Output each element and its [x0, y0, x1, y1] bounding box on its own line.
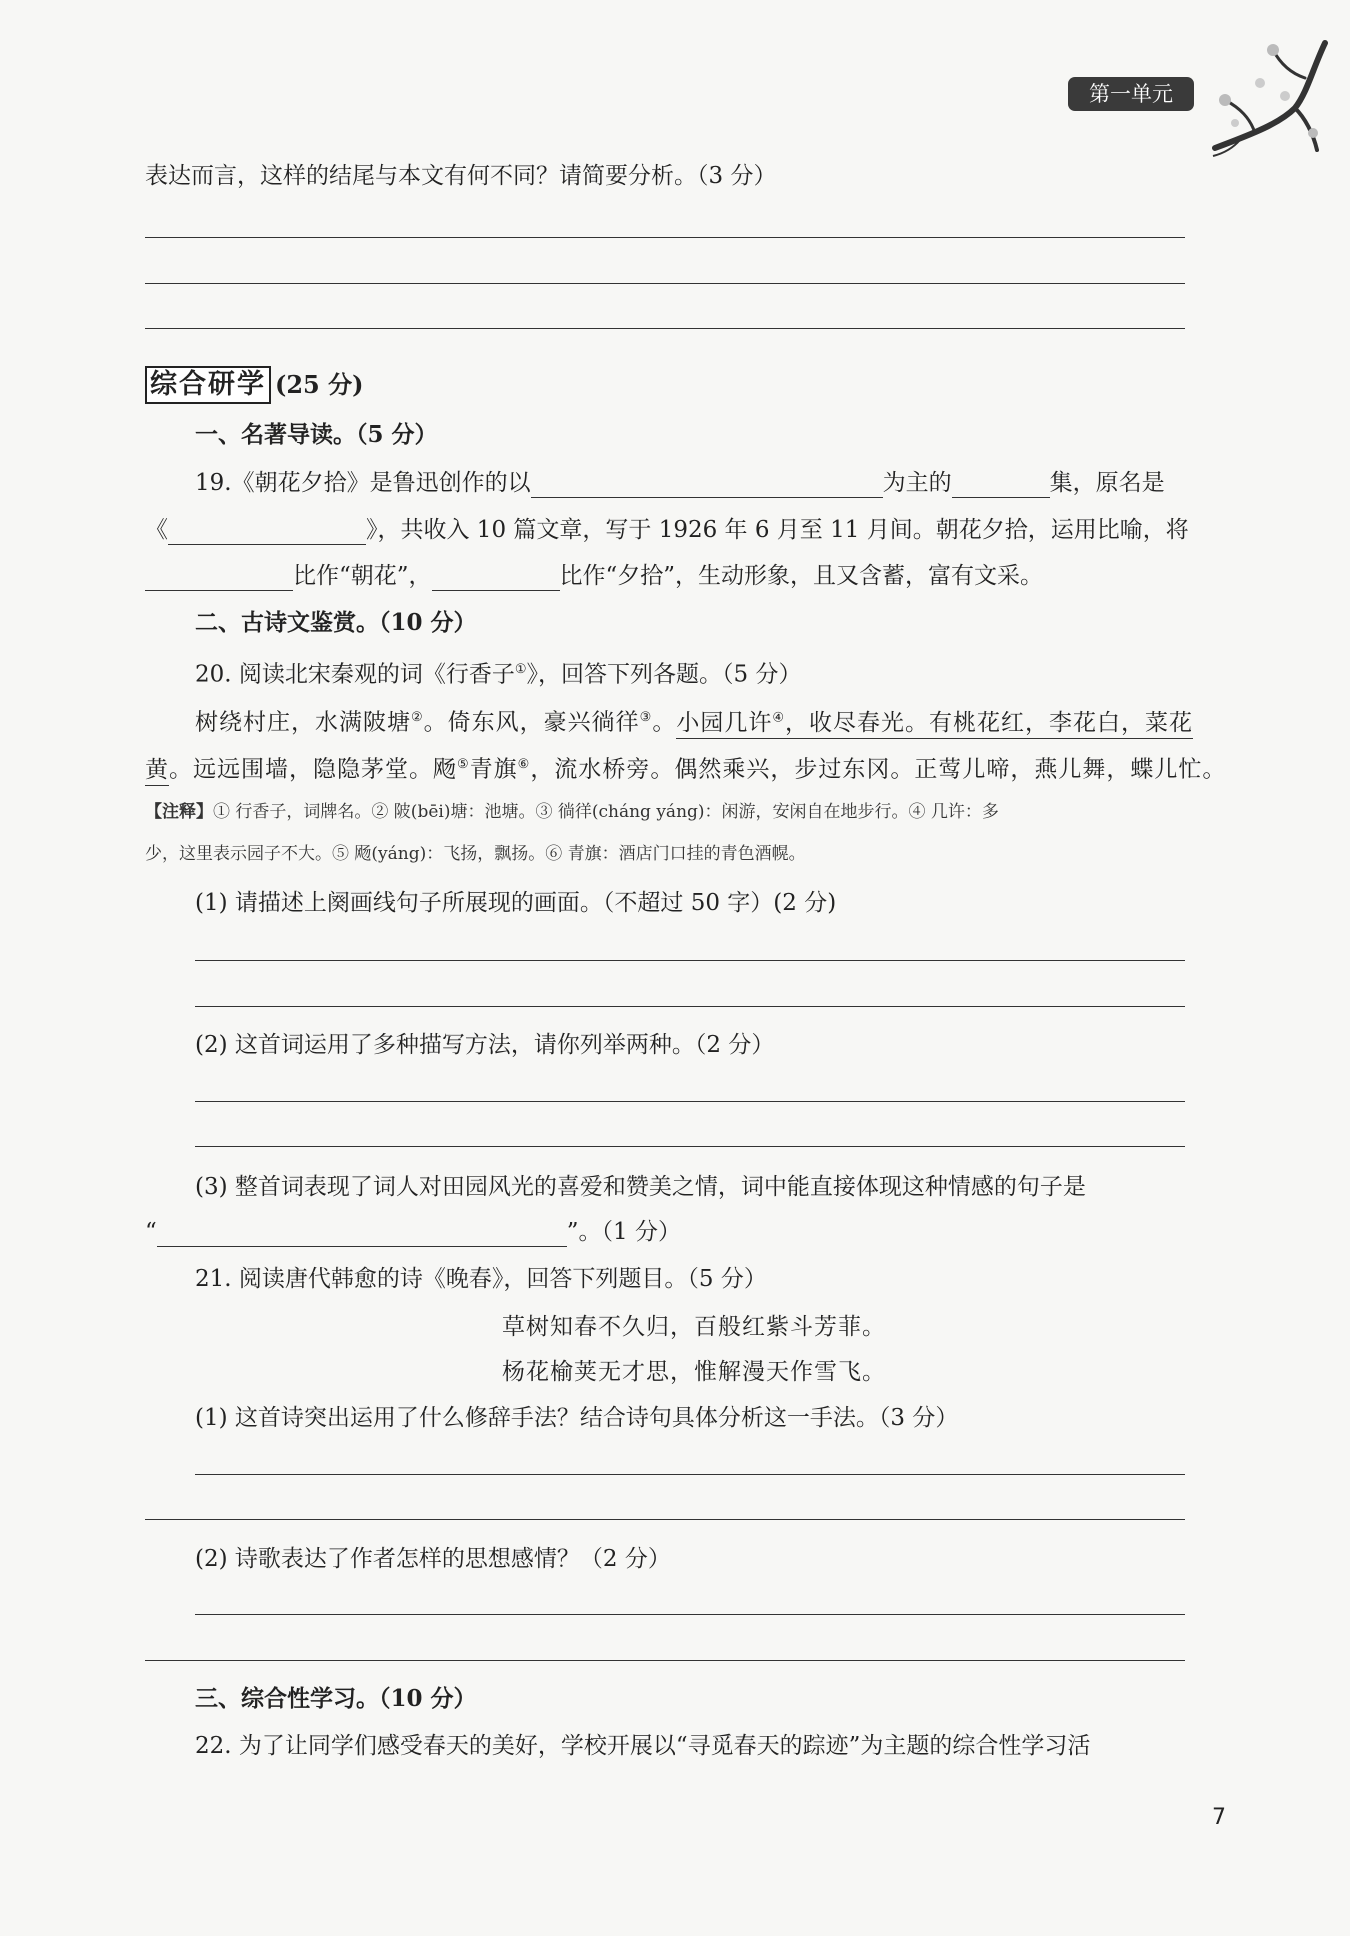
part-heading: 三、综合性学习。（10 分） — [195, 1685, 477, 1712]
sub-question-text: ”。（1 分） — [566, 1219, 681, 1245]
poem-line — [145, 750, 1226, 785]
q19-text: 集，原名是 — [1049, 470, 1165, 496]
answer-line[interactable] — [195, 1614, 1185, 1615]
fill-blank[interactable] — [168, 518, 366, 545]
section-header — [145, 365, 363, 404]
q19-text: 比作“夕拾”，生动形象，且又含蓄，富有文采。 — [559, 563, 1044, 589]
section-title: 综合研学 — [145, 366, 271, 404]
footnote-mark: ② — [411, 710, 424, 725]
q19-line1 — [195, 468, 1165, 498]
poem-text: ，流水桥旁。偶然乘兴，步过东冈。正莺儿啼，燕儿舞，蝶儿忙。 — [530, 756, 1227, 783]
poem-text: 。远远围墙，隐隐茅堂。飏 — [169, 756, 457, 783]
quote-mark: “ — [145, 1219, 157, 1245]
sub-question: (3) 整首词表现了词人对田园风光的喜爱和赞美之情，词中能直接体现这种情感的句子是 — [195, 1174, 1086, 1200]
poem-text: 。倚东风，豪兴徜徉 — [423, 709, 640, 736]
part-heading: 二、古诗文鉴赏。（10 分） — [195, 609, 477, 636]
q19-text: 》，共收入 10 篇文章，写于 1926 年 6 月至 11 月间。朝花夕拾，运用比喻，将 — [366, 517, 1189, 543]
q19-line3 — [145, 561, 1043, 591]
part-heading: 一、名著导读。（5 分） — [195, 421, 438, 448]
unit-badge: 第一单元 — [1068, 77, 1194, 111]
answer-line[interactable] — [195, 960, 1185, 961]
plum-branch-icon — [1195, 38, 1330, 158]
sub-question-cont — [145, 1217, 681, 1247]
fill-blank[interactable] — [952, 471, 1050, 498]
poem-line — [195, 703, 1193, 738]
answer-line[interactable] — [145, 237, 1185, 238]
answer-line[interactable] — [145, 1519, 1185, 1520]
poem-text: ，收尽春光。有桃花红，李花白，菜花 — [784, 709, 1193, 736]
fill-blank[interactable] — [157, 1220, 567, 1247]
question-prompt: 表达而言，这样的结尾与本文有何不同？请简要分析。（3 分） — [145, 163, 777, 189]
q19-text: 19.《朝花夕拾》是鲁迅创作的以 — [195, 470, 531, 496]
q19-text: 《 — [145, 517, 168, 543]
footnote-mark: ③ — [639, 710, 653, 725]
q19-text: 为主的 — [882, 470, 952, 496]
answer-line[interactable] — [195, 1101, 1185, 1102]
page-number: 7 — [1212, 1805, 1226, 1830]
q20-intro — [195, 655, 802, 690]
footnote-mark: ① — [514, 662, 527, 677]
fill-blank[interactable] — [432, 564, 560, 591]
answer-line[interactable] — [195, 1146, 1185, 1147]
underlined-text: 黄 — [145, 757, 169, 786]
annotation-label: 【注释】 — [145, 802, 213, 822]
answer-line[interactable] — [195, 1474, 1185, 1475]
footnote-mark: ⑤ — [457, 757, 470, 772]
poem-line: 杨花榆荚无才思，惟解漫天作雪飞。 — [502, 1359, 886, 1385]
underlined-text — [676, 710, 1193, 739]
q21-intro: 21. 阅读唐代韩愈的诗《晚春》，回答下列题目。（5 分） — [195, 1266, 767, 1292]
answer-line[interactable] — [145, 1660, 1185, 1661]
annotation — [145, 800, 999, 824]
q19-line2 — [145, 515, 1189, 545]
answer-line[interactable] — [145, 283, 1185, 284]
footnote-mark: ④ — [772, 710, 785, 725]
section-score: (25 分) — [275, 370, 364, 399]
answer-line[interactable] — [145, 328, 1185, 329]
q19-text: 比作“朝花”， — [293, 563, 432, 589]
sub-question: (1) 请描述上阕画线句子所展现的画面。（不超过 50 字）(2 分) — [195, 890, 837, 916]
q20-text: 》，回答下列各题。（5 分） — [526, 661, 802, 688]
q20-text: 20. 阅读北宋秦观的词《行香子 — [195, 661, 515, 688]
footnote-mark: ⑥ — [517, 757, 531, 772]
poem-line: 草树知春不久归，百般红紫斗芳菲。 — [502, 1314, 886, 1340]
poem-text: 树绕村庄，水满陂塘 — [195, 709, 411, 736]
fill-blank[interactable] — [145, 564, 293, 591]
poem-text: 。 — [652, 709, 677, 736]
sub-question: (2) 诗歌表达了作者怎样的思想感情？（2 分） — [195, 1546, 671, 1572]
q22-text: 22. 为了让同学们感受春天的美好，学校开展以“寻觅春天的踪迹”为主题的综合性学习活 — [195, 1733, 1091, 1759]
annotation-text: 少，这里表示园子不大。⑤ 飏(yáng)：飞扬，飘扬。⑥ 青旗：酒店门口挂的青色酒幌。 — [145, 844, 806, 864]
fill-blank[interactable] — [531, 471, 883, 498]
sub-question: (2) 这首词运用了多种描写方法，请你列举两种。（2 分） — [195, 1032, 775, 1058]
poem-text: 小园几许 — [676, 709, 773, 736]
answer-line[interactable] — [195, 1006, 1185, 1007]
annotation-text: ① 行香子，词牌名。② 陂(bēi)塘：池塘。③ 徜徉(cháng yáng)：闲游，安闲自在地步行。④ 几许：多 — [213, 802, 999, 822]
poem-text: 青旗 — [469, 756, 518, 783]
sub-question: (1) 这首诗突出运用了什么修辞手法？结合诗句具体分析这一手法。（3 分） — [195, 1405, 959, 1431]
